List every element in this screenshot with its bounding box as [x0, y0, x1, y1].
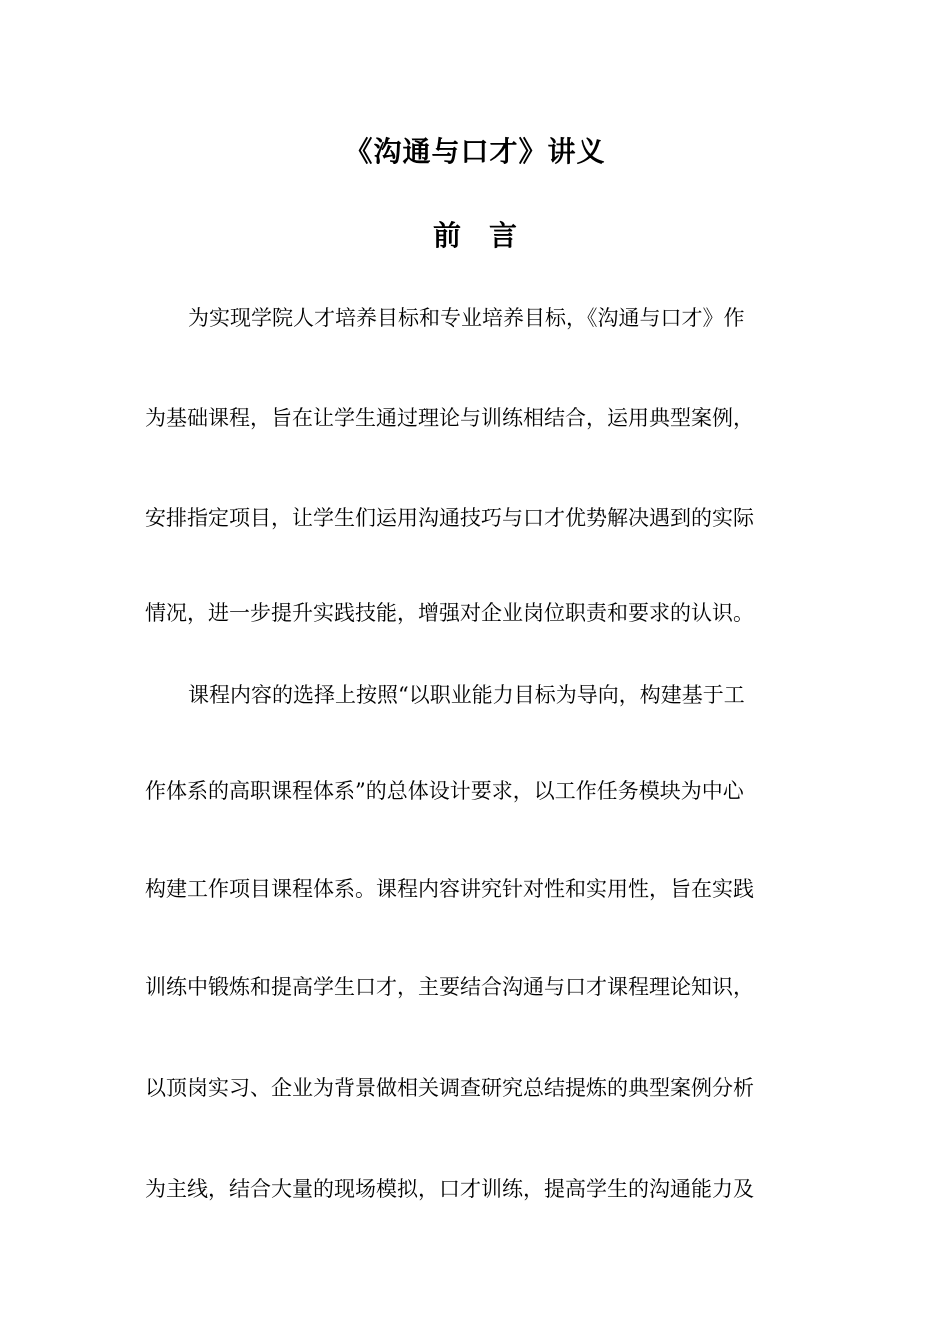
paragraph-line: 以顶岗实习、企业为背景做相关调查研究总结提炼的典型案例分析	[145, 1076, 754, 1100]
paragraph-line: 情况，进一步提升实践技能，增强对企业岗位职责和要求的认识。	[145, 601, 754, 625]
paragraph-line: 为实现学院人才培养目标和专业培养目标，《沟通与口才》作	[188, 306, 745, 330]
paragraph-line: 课程内容的选择上按照“以职业能力目标为导向，构建基于工	[188, 683, 745, 707]
section-title-preface: 前 言	[432, 219, 517, 252]
document-title: 《沟通与口才》讲义	[344, 135, 606, 168]
paragraph-line: 为主线，结合大量的现场模拟，口才训练，提高学生的沟通能力及	[145, 1177, 754, 1201]
paragraph-line: 作体系的高职课程体系”的总体设计要求，以工作任务模块为中心	[145, 779, 744, 803]
paragraph-line: 安排指定项目，让学生们运用沟通技巧与口才优势解决遇到的实际	[145, 506, 754, 530]
paragraph-line: 为基础课程，旨在让学生通过理论与训练相结合，运用典型案例，	[145, 406, 754, 430]
paragraph-line: 训练中锻炼和提高学生口才，主要结合沟通与口才课程理论知识，	[145, 975, 754, 999]
paragraph-line: 构建工作项目课程体系。课程内容讲究针对性和实用性，旨在实践	[145, 877, 754, 901]
